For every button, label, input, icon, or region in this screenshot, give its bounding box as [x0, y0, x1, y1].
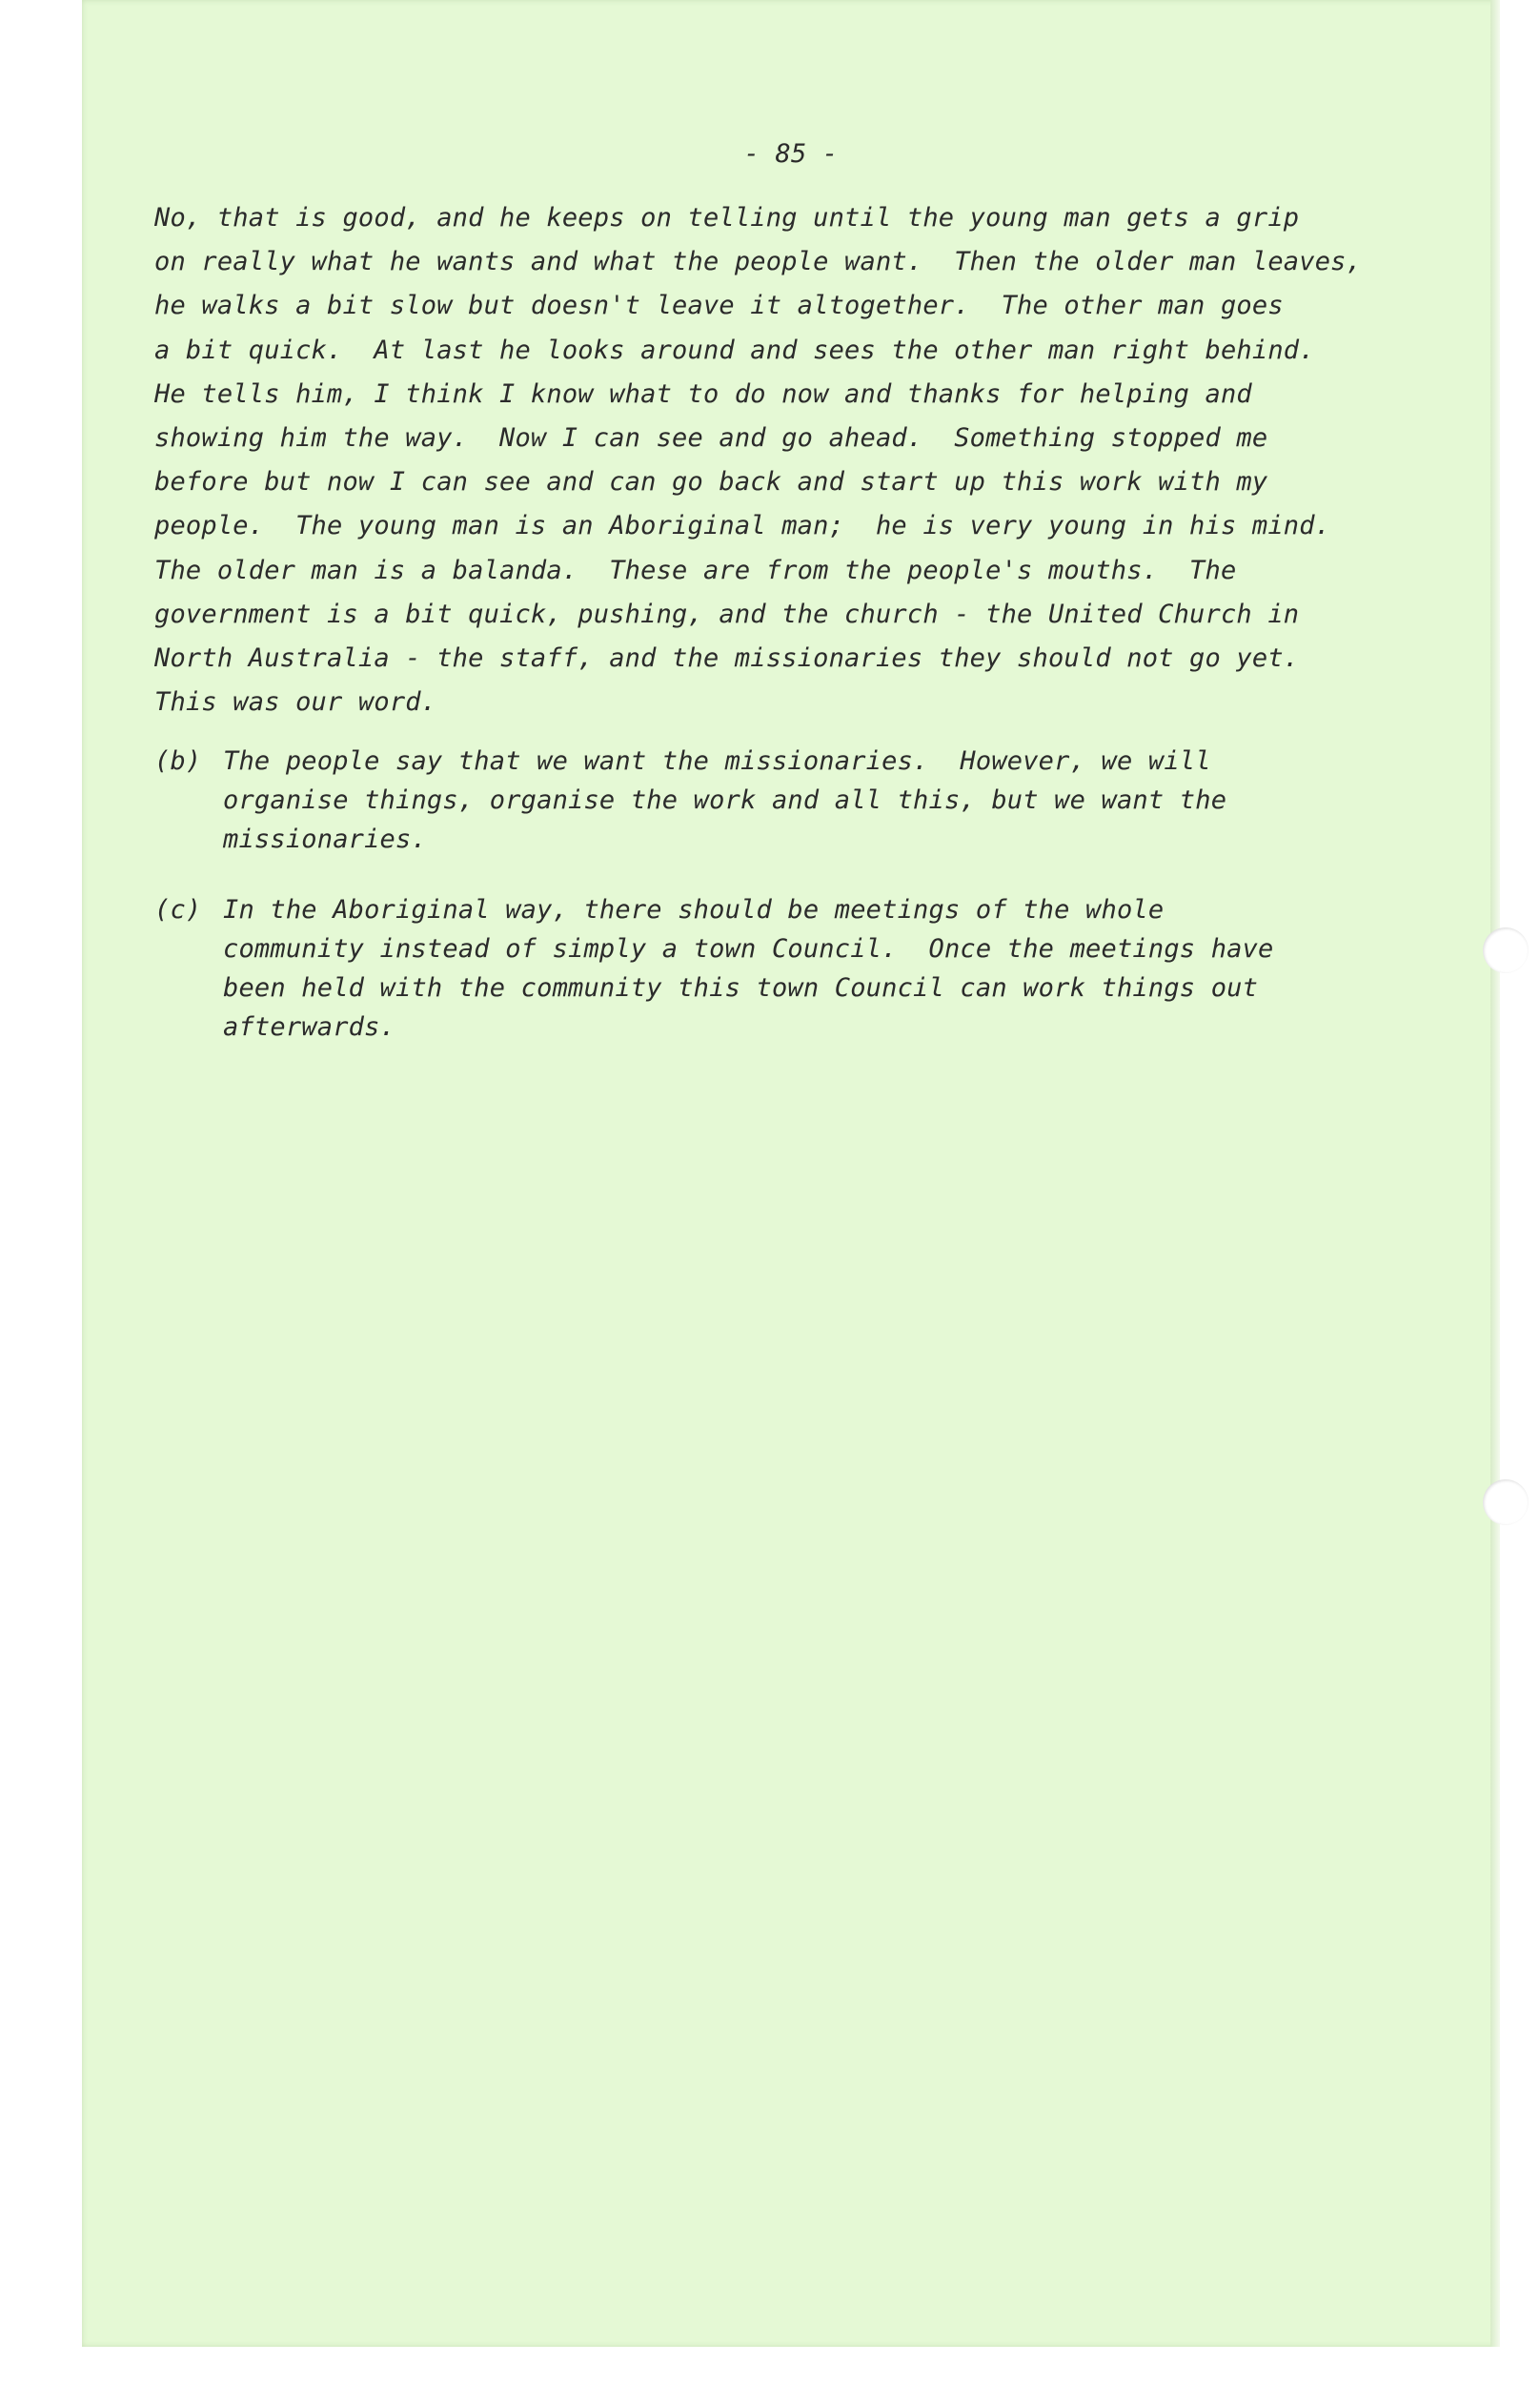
page-number: - 85 - [743, 139, 839, 169]
body-paragraph [154, 196, 1393, 724]
item-line: missionaries. [223, 825, 427, 854]
paragraph-line: The older man is a balanda. These are from the people's mouths. The [154, 555, 1237, 585]
item-line: been held with the community this town Council can work things out [223, 973, 1259, 1003]
paragraph-line: North Australia - the staff, and the missionaries they should not go yet. [154, 643, 1300, 674]
item-line: community instead of simply a town Council. Once the meetings have [223, 934, 1274, 964]
document-page [82, 0, 1500, 2347]
list-marker: (b) [154, 746, 202, 776]
list-item-text [223, 742, 1226, 859]
page-edge [1490, 0, 1500, 2347]
paragraph-line: government is a bit quick, pushing, and the church - the United Church in [154, 599, 1300, 629]
list-item-text [223, 890, 1274, 1047]
paragraph-line: He tells him, I think I know what to do now and thanks for helping and [154, 378, 1252, 409]
paragraph-line: No, that is good, and he keeps on telling until the young man gets a grip [154, 203, 1300, 233]
item-line: The people say that we want the missionaries. However, we will [223, 746, 1211, 776]
paragraph-line: people. The young man is an Aboriginal man; he is very young in his mind. [154, 511, 1331, 541]
paragraph-line: This was our word. [154, 687, 437, 718]
punch-hole-bottom [1483, 1479, 1529, 1525]
item-line: organise things, organise the work and all this, but we want the [223, 785, 1227, 815]
paragraph-line: a bit quick. At last he looks around and sees the other man right behind. [154, 335, 1315, 365]
punch-hole-top [1483, 927, 1529, 973]
paragraph-line: he walks a bit slow but doesn't leave it altogether. The other man goes [154, 291, 1284, 321]
paragraph-line: showing him the way. Now I can see and go ahead. Something stopped me [154, 423, 1268, 454]
paragraph-line: on really what he wants and what the people want. Then the older man leaves, [154, 247, 1363, 277]
paragraph-line: before but now I can see and can go back and start up this work with my [154, 467, 1268, 498]
item-line: afterwards. [223, 1012, 396, 1042]
list-marker: (c) [154, 895, 202, 925]
item-line: In the Aboriginal way, there should be meetings of the whole [223, 895, 1165, 925]
